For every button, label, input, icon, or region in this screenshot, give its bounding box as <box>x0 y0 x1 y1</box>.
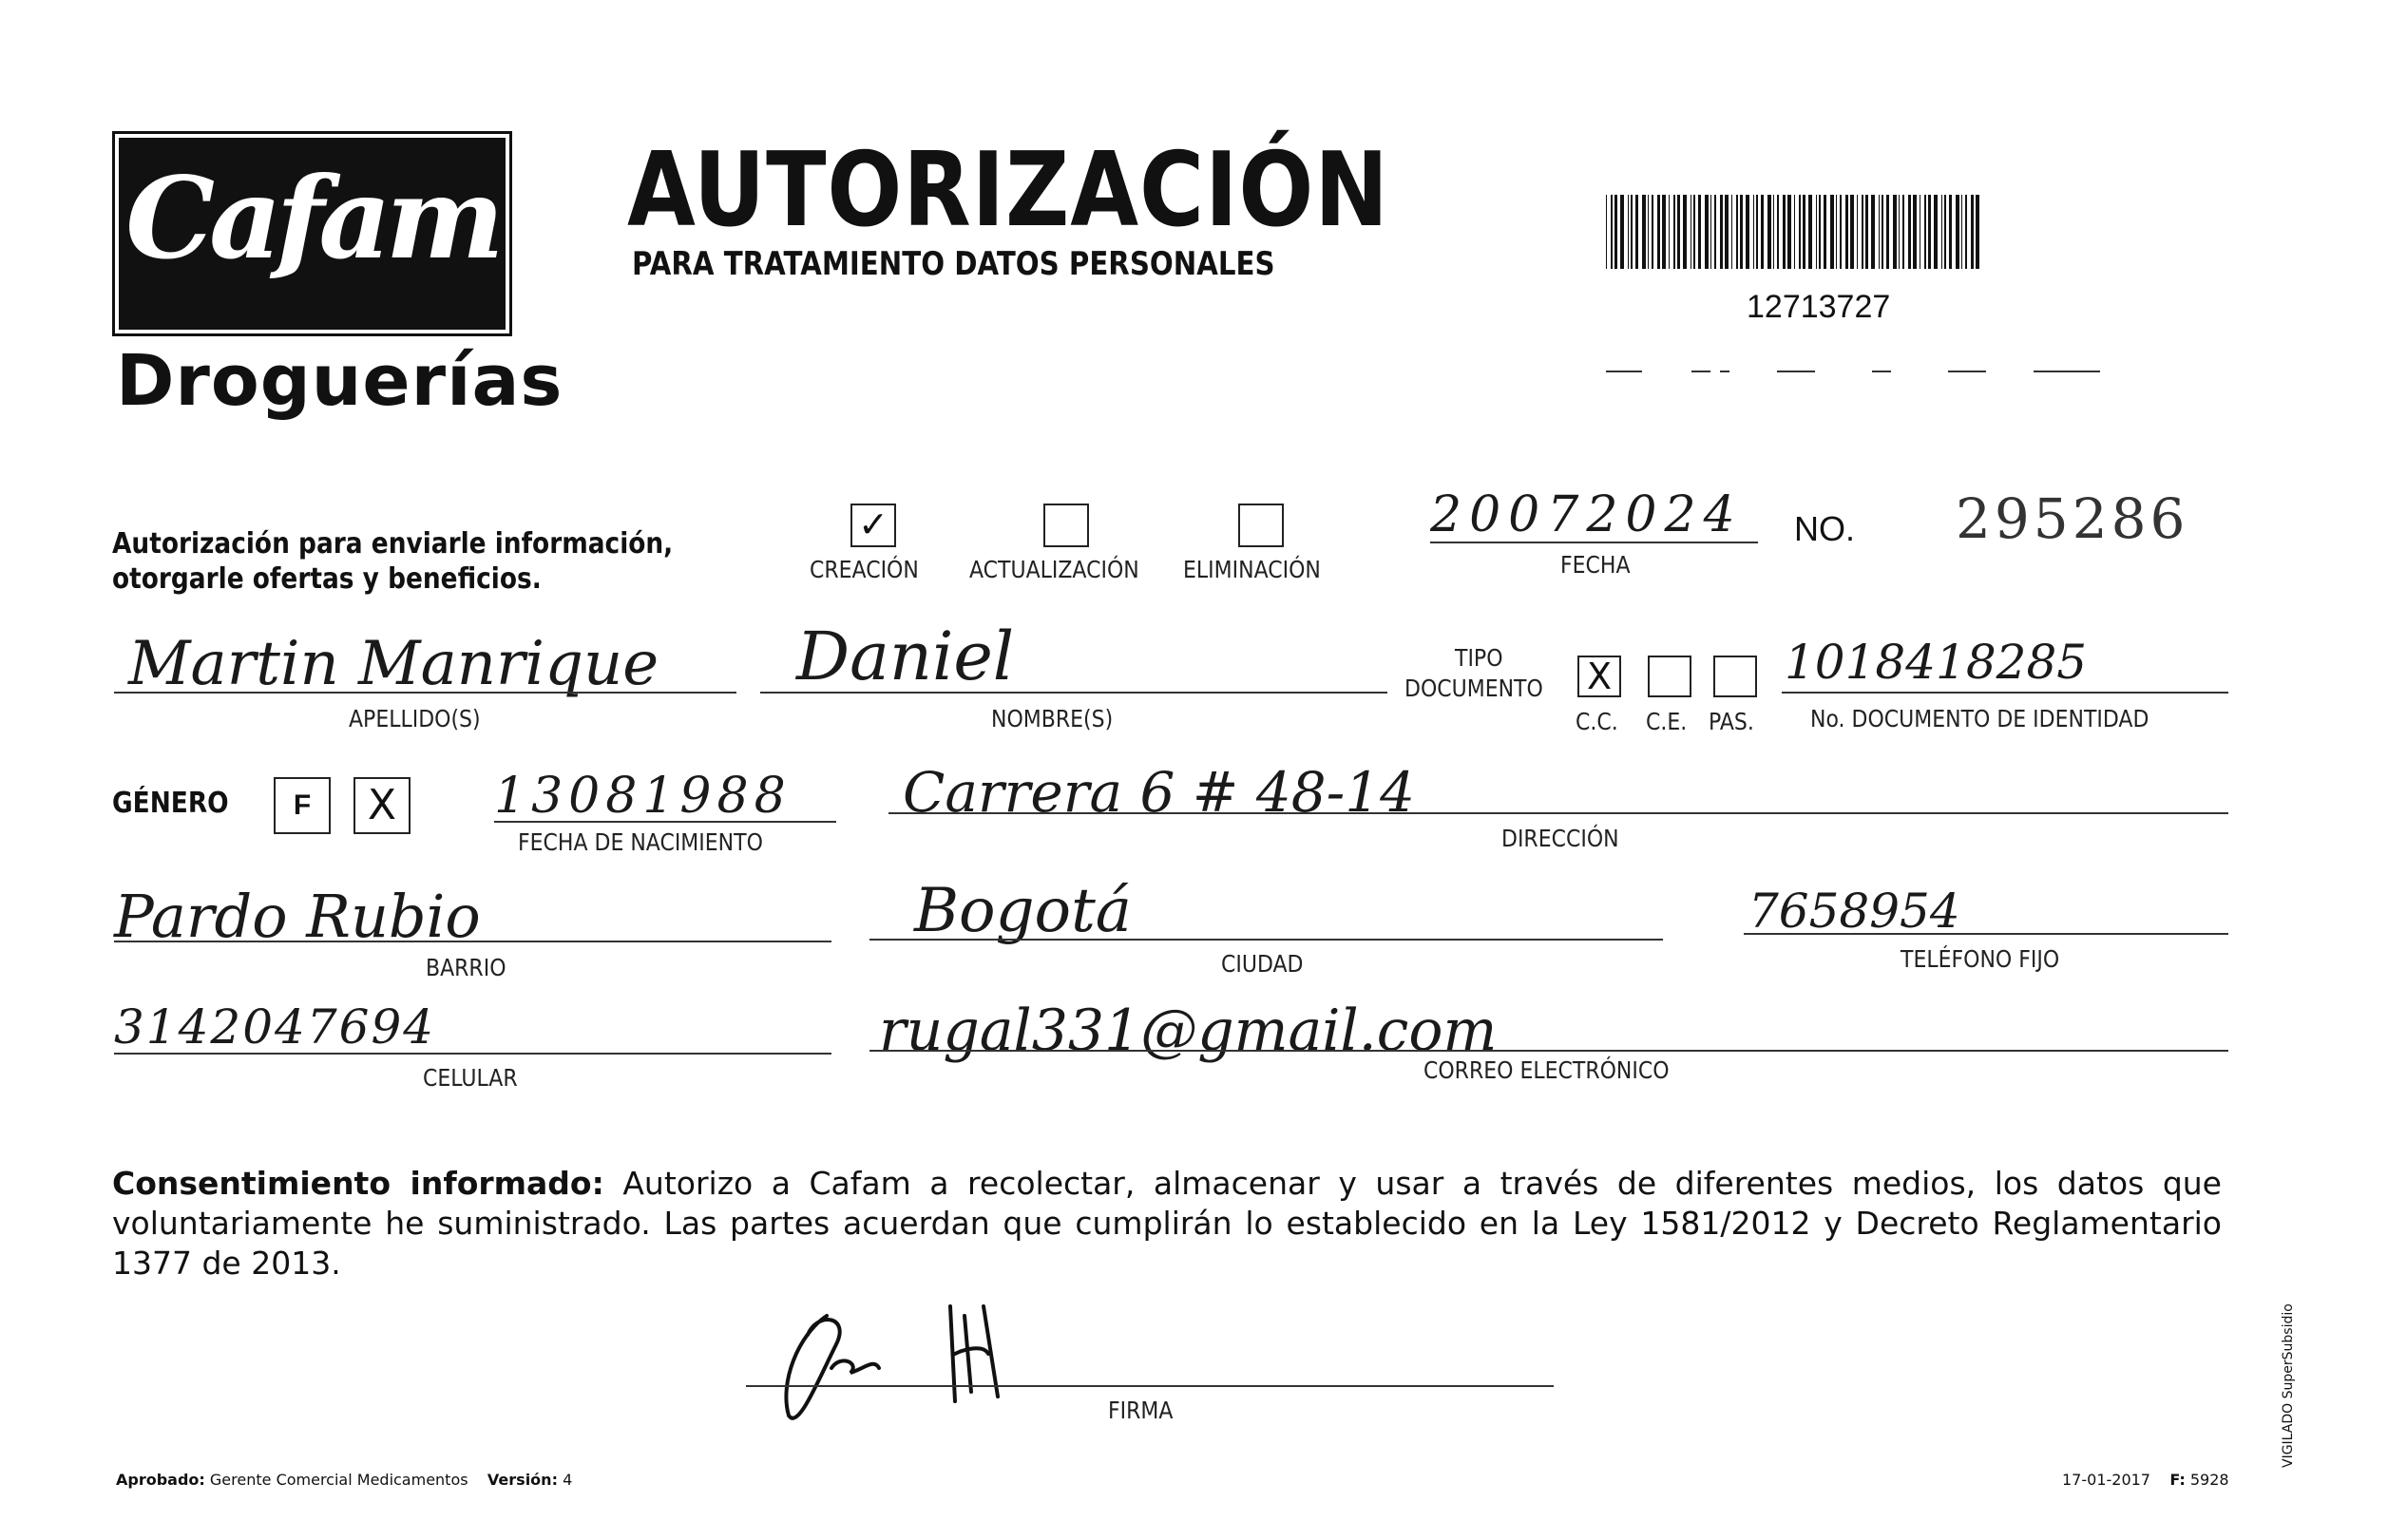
fecha-line <box>1430 542 1758 543</box>
label-eliminacion: ELIMINACIÓN <box>1183 556 1321 583</box>
correo-label: CORREO ELECTRÓNICO <box>1423 1056 1670 1084</box>
barrio-value[interactable]: Pardo Rubio <box>114 882 481 951</box>
intro-line-1: Autorización para enviarle información, <box>112 527 674 561</box>
fecha-label: FECHA <box>1560 551 1631 579</box>
consent-paragraph <box>112 1164 2222 1283</box>
correo-line <box>869 1050 2228 1052</box>
aprobado-value: Gerente Comercial Medicamentos <box>209 1471 468 1489</box>
signature-image <box>760 1278 1083 1430</box>
x-mark-icon: X <box>1586 656 1613 697</box>
label-creacion: CREACIÓN <box>810 556 919 583</box>
nombres-label: NOMBRE(S) <box>991 705 1114 732</box>
f-label: F <box>293 789 312 821</box>
celular-label: CELULAR <box>423 1064 518 1092</box>
ce-label: C.E. <box>1646 708 1688 735</box>
checkbox-cc[interactable] <box>1577 656 1621 697</box>
telefono-label: TELÉFONO FIJO <box>1901 945 2060 973</box>
checkbox-eliminacion[interactable] <box>1238 504 1284 547</box>
checkbox-genero-f[interactable] <box>274 777 331 834</box>
vigilado-stamp <box>2281 1278 2319 1487</box>
nacimiento-line <box>494 821 836 823</box>
aprobado-label: Aprobado: <box>116 1471 205 1489</box>
consent-lead: Consentimiento informado: <box>112 1165 604 1202</box>
tipo-label-2: DOCUMENTO <box>1404 675 1543 702</box>
intro-line-2: otorgarle ofertas y beneficios. <box>112 562 542 596</box>
telefono-line <box>1744 933 2228 935</box>
code-value: 5928 <box>2189 1471 2229 1489</box>
apellidos-value[interactable]: Martin Manrique <box>128 629 659 699</box>
direccion-value[interactable]: Carrera 6 # 48-14 <box>903 760 1416 825</box>
checkbox-genero-m[interactable] <box>353 777 411 834</box>
version-value: 4 <box>563 1471 573 1489</box>
barcode-number: 12713727 <box>1747 289 1891 325</box>
code-label: F: <box>2169 1471 2186 1489</box>
checkbox-creacion[interactable] <box>850 504 896 547</box>
ciudad-label: CIUDAD <box>1221 950 1304 978</box>
check-mark-icon: ✓ <box>858 504 888 545</box>
apellidos-line <box>114 692 736 694</box>
checkbox-actualizacion[interactable] <box>1043 504 1089 547</box>
barrio-line <box>114 941 831 942</box>
vigilado-text: VIGILADO SuperSubsidio <box>2281 1303 2296 1468</box>
pas-label: PAS. <box>1709 708 1754 735</box>
doc-label: No. DOCUMENTO DE IDENTIDAD <box>1810 705 2149 732</box>
direccion-line <box>888 812 2228 814</box>
footer-date-code <box>2062 1471 2229 1489</box>
apellidos-label: APELLIDO(S) <box>349 705 481 732</box>
form-subtitle: PARA TRATAMIENTO DATOS PERSONALES <box>632 245 1275 283</box>
nombres-value[interactable]: Daniel <box>796 618 1015 695</box>
version-label: Versión: <box>487 1471 558 1489</box>
consent-text: Autorizo a Cafam a recolectar, almacenar y usar a través de diferentes medios, los datos que voluntariamente he suministrado. Las partes acuerdan que cumplirán lo establecido en la Ley 1581/2012 y Decreto Reglamentario 1377 de 2013. <box>112 1165 2222 1282</box>
celular-value[interactable]: 3142047694 <box>114 999 436 1055</box>
cc-label: C.C. <box>1576 708 1618 735</box>
logo-cafam: Cafam <box>125 152 499 284</box>
checkbox-ce[interactable] <box>1648 656 1691 697</box>
nombres-line <box>760 692 1387 694</box>
footer-aprobado <box>116 1471 572 1489</box>
doc-value[interactable]: 1018418285 <box>1785 635 2088 690</box>
label-actualizacion: ACTUALIZACIÓN <box>969 556 1139 583</box>
barrio-label: BARRIO <box>426 954 506 981</box>
barcode-icon <box>1606 195 1986 269</box>
doc-line <box>1782 692 2228 694</box>
logo-droguerias: Droguerías <box>116 340 564 422</box>
form-title: AUTORIZACIÓN <box>627 131 1389 250</box>
direccion-label: DIRECCIÓN <box>1501 825 1619 852</box>
no-value: 295286 <box>1956 486 2189 551</box>
genero-label: GÉNERO <box>112 787 229 820</box>
firma-label: FIRMA <box>1108 1397 1174 1424</box>
celular-line <box>114 1053 831 1055</box>
x-mark-icon: X <box>367 781 397 829</box>
telefono-value[interactable]: 7658954 <box>1748 884 1960 939</box>
ciudad-value[interactable]: Bogotá <box>914 876 1132 946</box>
firma-line <box>746 1385 1554 1387</box>
checkbox-pas[interactable] <box>1713 656 1757 697</box>
nacimiento-label: FECHA DE NACIMIENTO <box>518 828 763 856</box>
fecha-value[interactable]: 20072024 <box>1430 486 1743 543</box>
nacimiento-value[interactable]: 13081988 <box>494 768 792 825</box>
tipo-label-1: TIPO <box>1455 644 1503 672</box>
no-label: NO. <box>1794 509 1856 548</box>
footer-date: 17-01-2017 <box>2062 1471 2150 1489</box>
correo-value[interactable]: rugal331@gmail.com <box>879 998 1498 1064</box>
ciudad-line <box>869 939 1663 941</box>
dashed-line <box>1606 369 2100 374</box>
